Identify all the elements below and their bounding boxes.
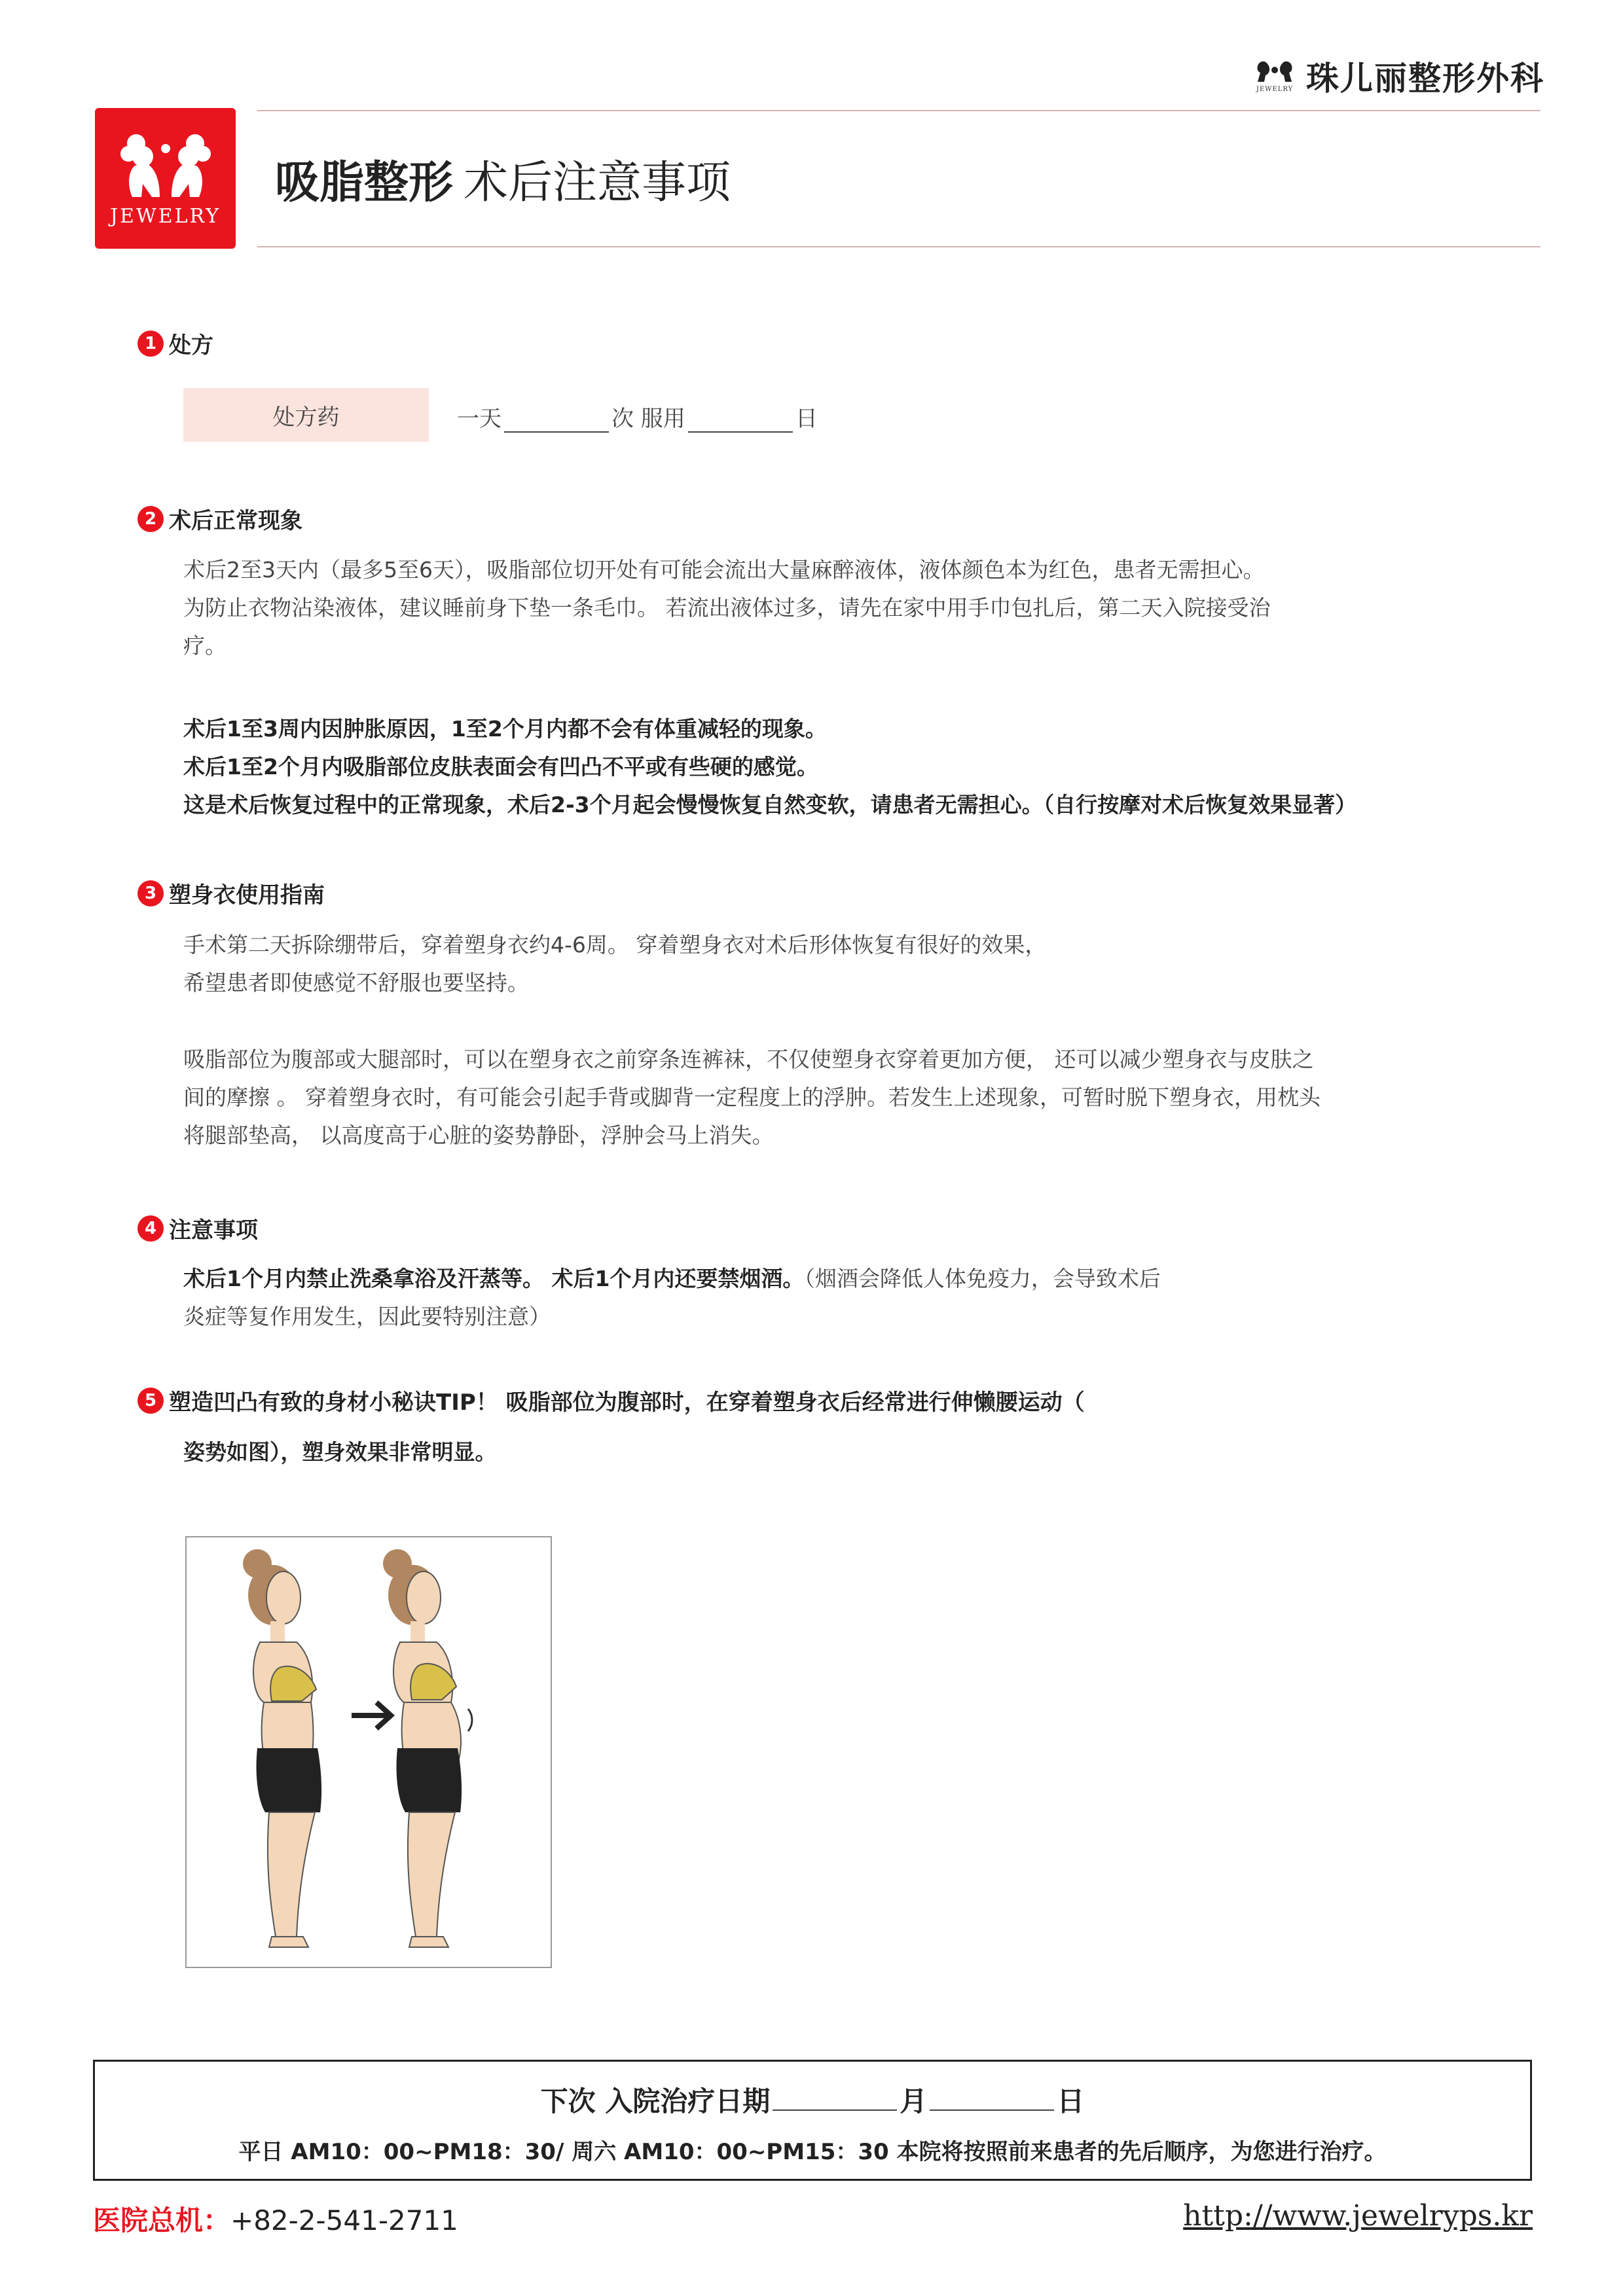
mini-logo-text: JEWELRY — [1256, 85, 1294, 93]
text-bold: 术后1个月内禁止洗桑拿浴及汗蒸等。 术后1个月内还要禁烟酒。 — [183, 1266, 805, 1291]
stretch-pose-illustration — [185, 1536, 552, 1968]
text-line: 将腿部垫高， 以高度高于心脏的姿势静卧，浮肿会马上消失。 — [183, 1122, 774, 1148]
text-line: 疗。 — [183, 633, 227, 658]
section-2-paragraph-2 — [183, 710, 1357, 824]
text-line: 术后1至3周内因肿胀原因，1至2个月内都不会有体重减轻的现象。 — [183, 716, 827, 742]
phone-label: 医院总机： — [93, 2204, 231, 2236]
dosage-times-blank[interactable] — [504, 409, 609, 433]
next-visit-box — [93, 2060, 1532, 2181]
section-3-paragraph-2 — [183, 1041, 1321, 1155]
figure-before — [243, 1549, 321, 1947]
header-rule-top — [257, 110, 1541, 111]
text-line: 术后1至2个月内吸脂部位皮肤表面会有凹凸不平或有些硬的感觉。 — [183, 754, 818, 780]
section-1-heading — [137, 327, 213, 359]
clinic-hours: 平日 AM10：00~PM18：30/ 周六 AM10：00~PM15：30 本院将按照前来患者的先后顺序，为您进行治疗。 — [238, 2139, 1387, 2165]
prescription-label-box — [183, 388, 429, 442]
dosage-text-b: 次 服用 — [611, 406, 685, 432]
logo-text: JEWELRY — [109, 205, 221, 228]
brand-header — [1254, 52, 1544, 99]
website-link[interactable]: http://www.jewelryps.kr — [1183, 2199, 1533, 2233]
section-title: 注意事项 — [169, 1217, 258, 1244]
text-line: 这是术后恢复过程中的正常现象，术后2-3个月起会慢慢恢复自然变软，请患者无需担心。（自行按摩对术后恢复效果显著） — [183, 792, 1357, 817]
hospital-phone — [93, 2199, 458, 2238]
dosage-days-blank[interactable] — [688, 409, 793, 433]
section-3-heading — [137, 877, 325, 909]
title-main: 吸脂整形 — [275, 157, 454, 209]
next-visit-line — [95, 2080, 1530, 2119]
prescription-dosage-line — [457, 401, 818, 433]
header-rule-bottom — [257, 246, 1541, 247]
month-label: 月 — [900, 2085, 928, 2117]
section-number-badge: 5 — [137, 1388, 164, 1414]
figure-after — [383, 1549, 472, 1947]
section-4-paragraph — [183, 1260, 1161, 1336]
section-5-heading — [137, 1384, 1085, 1416]
next-visit-label: 下次 入院治疗日期 — [540, 2085, 771, 2117]
month-blank[interactable] — [773, 2087, 897, 2111]
section-3-paragraph-1 — [183, 926, 1046, 1002]
day-label: 日 — [1057, 2085, 1085, 2117]
text-line: 术后2至3天内（最多5至6天），吸脂部位切开处有可能会流出大量麻醉液体，液体颜色本为红色，患者无需担心。 — [183, 557, 1265, 583]
mini-logo-icon — [1254, 55, 1296, 97]
prescription-label: 处方药 — [272, 404, 340, 431]
arrow-right-icon — [352, 1702, 391, 1729]
section-title: 塑身衣使用指南 — [169, 882, 325, 908]
section-title: 塑造凹凸有致的身材小秘诀TIP！ 吸脂部位为腹部时，在穿着塑身衣后经常进行伸懒腰运动（ — [169, 1390, 1085, 1416]
jewelry-logo — [95, 108, 236, 249]
section-4-heading — [137, 1212, 258, 1244]
section-5-paragraph — [183, 1433, 497, 1471]
section-number-badge: 2 — [137, 506, 164, 532]
text-line: 炎症等复作用发生，因此要特别注意） — [183, 1304, 551, 1329]
section-number-badge: 1 — [137, 331, 164, 357]
section-title: 处方 — [169, 332, 213, 359]
section-title: 术后正常现象 — [169, 508, 302, 534]
section-number-badge: 3 — [137, 880, 164, 906]
section-2-heading — [137, 503, 302, 535]
dosage-text-c: 日 — [795, 406, 818, 432]
dosage-text-a: 一天 — [457, 406, 501, 432]
title-sub: 术后注意事项 — [464, 157, 731, 209]
day-blank[interactable] — [930, 2087, 1054, 2111]
text-line: 手术第二天拆除绷带后，穿着塑身衣约4-6周。 穿着塑身衣对术后形体恢复有很好的效果， — [183, 932, 1047, 958]
phone-number[interactable]: +82-2-541-2711 — [230, 2204, 458, 2236]
text-line: 吸脂部位为腹部或大腿部时，可以在塑身衣之前穿条连裤袜，不仅使塑身衣穿着更加方便， 还可以减少塑身衣与皮肤之 — [183, 1047, 1314, 1072]
section-number-badge: 4 — [137, 1215, 164, 1242]
text-line: 间的摩擦 。 穿着塑身衣时，有可能会引起手背或脚背一定程度上的浮肿。若发生上述现象，可暂时脱下塑身衣，用枕头 — [183, 1085, 1321, 1110]
brand-name: 珠儿丽整形外科 — [1306, 60, 1544, 98]
text-line: 希望患者即使感觉不舒服也要坚持。 — [183, 970, 529, 996]
page-title — [275, 147, 731, 211]
text-line: 姿势如图），塑身效果非常明显。 — [183, 1439, 497, 1465]
twin-poodle-icon — [117, 129, 215, 201]
text-line: 为防止衣物沾染液体，建议睡前身下垫一条毛巾。 若流出液体过多，请先在家中用手巾包扎后，第二天入院接受治 — [183, 595, 1271, 620]
text-regular: （烟酒会降低人体免疫力，会导致术后 — [804, 1266, 1161, 1291]
text-line — [183, 1260, 1161, 1298]
section-2-paragraph-1 — [183, 551, 1271, 665]
